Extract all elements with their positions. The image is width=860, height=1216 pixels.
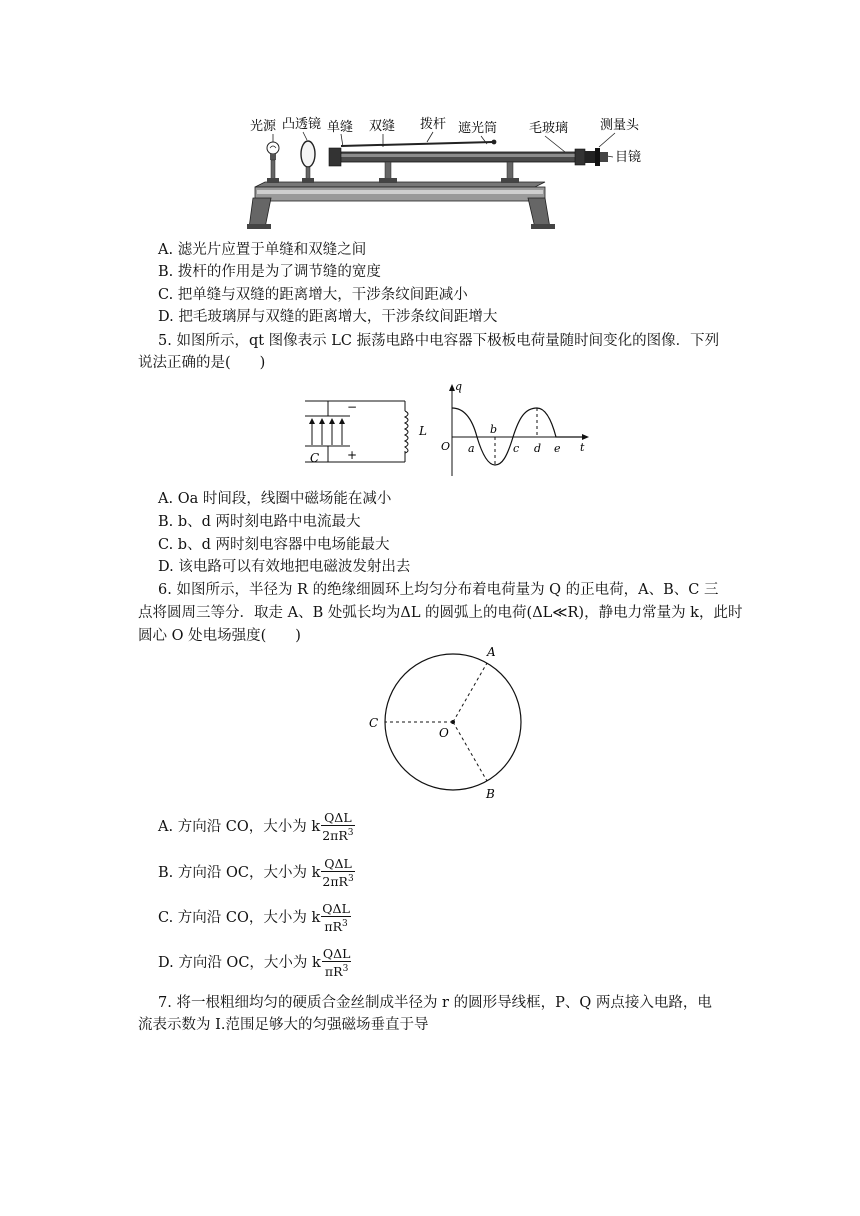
graph-d: d (534, 442, 542, 455)
label-convex-lens: 凸透镜 (282, 117, 322, 132)
graph-a: a (468, 442, 475, 455)
q6-option-c-text: C. 方向沿 CO，大小为 k (158, 910, 321, 927)
graph-e: e (554, 442, 561, 455)
double-slit-apparatus-figure (245, 112, 670, 234)
q6-option-a (158, 811, 355, 843)
graph-t-label: t (580, 441, 585, 454)
label-eyepiece: 目镜 (615, 150, 642, 165)
graph-c: c (513, 442, 520, 455)
q6-option-b-fraction (321, 857, 354, 889)
q6-option-d-text: D. 方向沿 OC，大小为 k (158, 955, 321, 972)
label-light-source: 光源 (250, 119, 277, 134)
label-measuring-head: 测量头 (600, 118, 640, 133)
q6-stem-line2: 点将圆周三等分．取走 A、B 处弧长均为ΔL 的圆弧上的电荷(ΔL≪R)，静电力常量为 k，此时 (138, 605, 743, 621)
q7-stem-line1: 7. 将一根粗细均匀的硬质合金丝制成半径为 r 的圆形导线框，P、Q 两点接入电路，电 (158, 995, 712, 1011)
fraction-denominator: $\pi R^3$ (324, 964, 349, 980)
q5-stem-line1: 5. 如图所示，qt 图像表示 LC 振荡电路中电容器下极板电荷量随时间变化的图像．下列 (158, 333, 720, 349)
ring-label-o: O (439, 726, 449, 740)
fraction-numerator: QΔL (321, 857, 354, 872)
fraction-numerator: QΔL (321, 811, 354, 826)
fraction-denominator: $2\pi R^3$ (322, 828, 354, 844)
q6-option-c (158, 902, 351, 934)
q5-option-c: C. b、d 两时刻电容器中电场能最大 (158, 537, 390, 553)
graph-b: b (490, 423, 498, 436)
lc-circuit-figure (300, 383, 430, 475)
q6-option-c-fraction (321, 902, 351, 934)
fraction-numerator: QΔL (322, 946, 351, 961)
fraction-denominator: $2\pi R^3$ (322, 874, 354, 890)
q6-option-b-text: B. 方向沿 OC，大小为 k (158, 865, 321, 882)
q6-stem-line3: 圆心 O 处电场强度( ) (138, 628, 301, 644)
q4-option-b: B. 拨杆的作用是为了调节缝的宽度 (158, 264, 381, 280)
charged-ring-figure (360, 644, 530, 804)
q7-stem-line2: 流表示数为 I.范围足够大的匀强磁场垂直于导 (138, 1017, 429, 1033)
label-single-slit: 单缝 (327, 120, 354, 135)
circuit-c-label: C (310, 451, 320, 465)
q6-option-a-text: A. 方向沿 CO，大小为 k (158, 819, 321, 836)
circuit-plus: + (347, 448, 358, 462)
ring-label-b: B (486, 787, 495, 801)
q4-option-a: A. 滤光片应置于单缝和双缝之间 (158, 242, 367, 258)
q6-option-a-fraction (321, 811, 354, 843)
graph-origin: O (441, 440, 451, 453)
q4-option-c: C. 把单缝与双缝的距离增大，干涉条纹间距减小 (158, 287, 468, 303)
q6-option-d (158, 947, 351, 979)
q6-stem-line1: 6. 如图所示，半径为 R 的绝缘细圆环上均匀分布着电荷量为 Q 的正电荷，A、B、C 三 (158, 582, 719, 598)
q5-option-a: A. Oa 时间段，线圈中磁场能在减小 (158, 491, 392, 507)
circuit-l-label: L (419, 424, 427, 438)
q5-option-d: D. 该电路可以有效地把电磁波发射出去 (158, 559, 411, 575)
q6-option-d-fraction (322, 947, 352, 979)
label-lever: 拨杆 (420, 117, 447, 132)
q5-stem-line2: 说法正确的是( ) (138, 355, 266, 371)
ring-label-c: C (369, 716, 379, 730)
circuit-minus: − (347, 400, 358, 414)
qt-graph (437, 378, 592, 478)
q6-option-b (158, 857, 355, 889)
label-frosted-glass: 毛玻璃 (529, 121, 569, 136)
q4-option-d: D. 把毛玻璃屏与双缝的距离增大，干涉条纹间距增大 (158, 309, 498, 325)
fraction-denominator: $\pi R^3$ (324, 919, 348, 935)
graph-q-label: q (455, 380, 463, 393)
ring-label-a: A (487, 645, 496, 659)
label-double-slit: 双缝 (369, 119, 396, 134)
q5-option-b: B. b、d 两时刻电路中电流最大 (158, 514, 361, 530)
label-shade-tube: 遮光筒 (458, 121, 498, 136)
fraction-numerator: QΔL (322, 901, 350, 916)
